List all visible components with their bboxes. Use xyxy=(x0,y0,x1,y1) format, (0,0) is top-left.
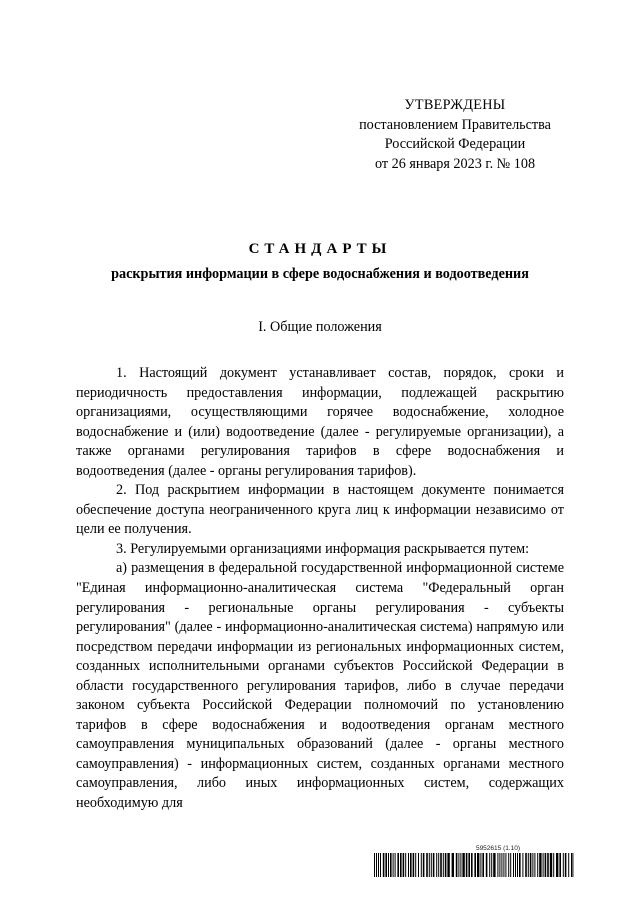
paragraph-2: 2. Под раскрытием информации в настоящем документе понимается обеспечение доступа неограниченного круга лиц к информации независимо от цели ее получения. xyxy=(76,482,564,538)
paragraph-1: 1. Настоящий документ устанавливает состав, порядок, сроки и периодичность предоставления информации, подлежащей раскрытию организациями, осуществляющими горячее водоснабжение, холодное водоснабжение и (или) водоотведение (далее - регулируемые организации), а также органами регулирования тарифов в сфере водоснабжения и водоотведения (далее - органы регулирования тарифов). xyxy=(76,365,564,479)
approval-line-2: Российской Федерации xyxy=(384,136,526,152)
section-heading: I. Общие положения xyxy=(258,319,382,335)
approval-title: УТВЕРЖДЕНЫ xyxy=(404,97,506,113)
document-title: СТАНДАРТЫ xyxy=(248,241,392,257)
approval-block xyxy=(330,96,580,174)
paragraph-3: 3. Регулируемыми организациями информация раскрывается путем: xyxy=(116,540,530,557)
document-code: 5952615 (1.10) xyxy=(475,845,521,852)
document-body xyxy=(76,364,564,814)
approval-line-3: от 26 января 2023 г. № 108 xyxy=(374,155,536,172)
document-subtitle: раскрытия информации в сфере водоснабжения и водоотведения xyxy=(111,266,529,282)
barcode-icon xyxy=(374,853,574,877)
paragraph-3a: а) размещения в федеральной государственной информационной системе "Единая информационно-аналитическая система "Федеральный орган регулирования - региональные органы регулирования - субъекты регулирования" (далее - информационно-аналитическая система) напрямую или посредством передачи информации из региональных информационных систем, созданных исполнительными органами субъектов Российской Федерации в области государственного регулирования тарифов, либо в случае передачи законом субъекта Российской Федерации полномочий по установлению тарифов в сфере водоснабжения и водоотведения органам местного самоуправления муниципальных образований (далее - органы местного самоуправления) - информационных систем, созданных органами местного самоуправления, либо иных информационных систем, содержащих необходимую для xyxy=(76,560,564,812)
approval-line-1: постановлением Правительства xyxy=(359,116,551,133)
